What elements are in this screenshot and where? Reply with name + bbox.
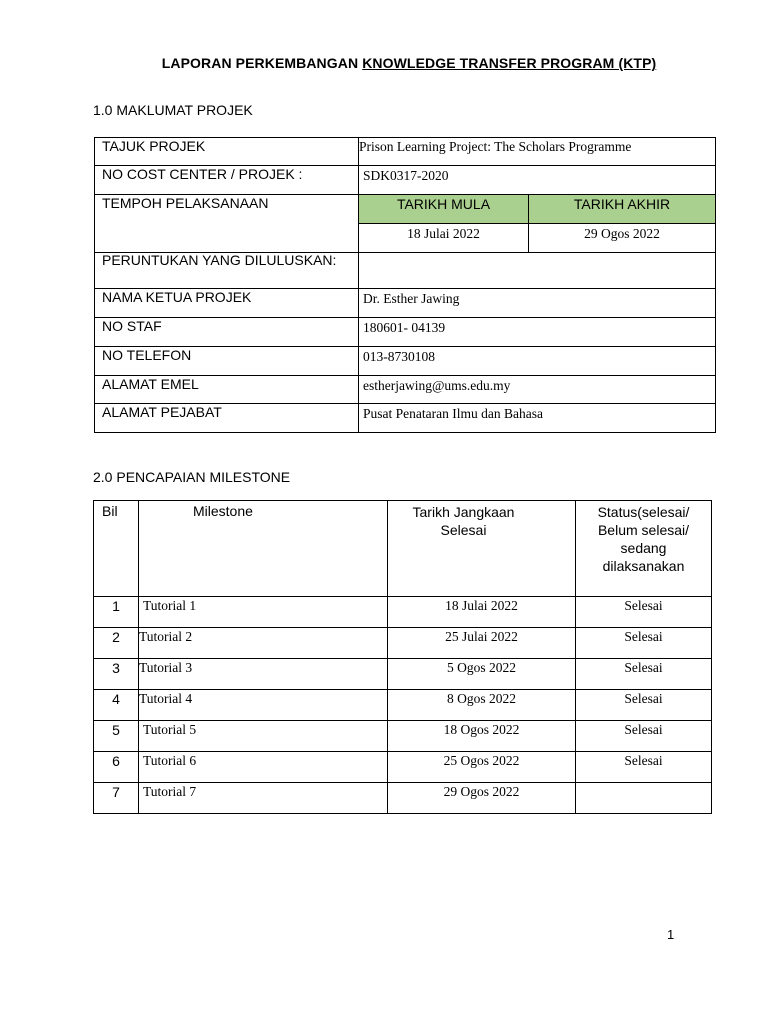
- row-bil: 5: [94, 721, 139, 752]
- tempoh-label: TEMPOH PELAKSANAAN: [95, 195, 359, 253]
- row-bil: 1: [94, 597, 139, 628]
- table-row: [94, 659, 712, 690]
- row-status: Selesai: [576, 752, 712, 783]
- cost-center-value: SDK0317-2020: [359, 166, 716, 195]
- tarikh-mula-header: TARIKH MULA: [359, 195, 529, 224]
- row-status: Selesai: [576, 721, 712, 752]
- row-tarikh: 29 Ogos 2022: [388, 783, 576, 814]
- ketua-label: NAMA KETUA PROJEK: [95, 289, 359, 318]
- header-tarikh: Tarikh Jangkaan Selesai: [388, 501, 576, 597]
- emel-value: estherjawing@ums.edu.my: [359, 376, 716, 404]
- section2-heading: 2.0 PENCAPAIAN MILESTONE: [93, 469, 291, 485]
- tajuk-label: TAJUK PROJEK: [95, 138, 359, 166]
- row-bil: 6: [94, 752, 139, 783]
- table-row: [94, 628, 712, 659]
- row-status: Selesai: [576, 659, 712, 690]
- header-bil: Bil: [94, 501, 139, 597]
- row-status: Selesai: [576, 628, 712, 659]
- ketua-value: Dr. Esther Jawing: [359, 289, 716, 318]
- table-row: [94, 783, 712, 814]
- table-row: [94, 721, 712, 752]
- section1-heading: 1.0 MAKLUMAT PROJEK: [93, 102, 253, 118]
- tarikh-akhir-header: TARIKH AKHIR: [529, 195, 716, 224]
- row-bil: 7: [94, 783, 139, 814]
- row-status: Selesai: [576, 597, 712, 628]
- staf-label: NO STAF: [95, 318, 359, 347]
- row-tarikh: 18 Ogos 2022: [388, 721, 576, 752]
- document-title: [0, 55, 768, 71]
- row-milestone: Tutorial 7: [139, 783, 388, 814]
- row-bil: 3: [94, 659, 139, 690]
- row-status: Selesai: [576, 690, 712, 721]
- telefon-label: NO TELEFON: [95, 347, 359, 376]
- row-bil: 2: [94, 628, 139, 659]
- telefon-value: 013-8730108: [359, 347, 716, 376]
- page-number: 1: [667, 927, 675, 942]
- header-status: Status(selesai/ Belum selesai/ sedang dilaksanakan: [576, 501, 712, 597]
- row-tarikh: 5 Ogos 2022: [388, 659, 576, 690]
- emel-label: ALAMAT EMEL: [95, 376, 359, 404]
- milestone-table: [93, 500, 712, 814]
- row-tarikh: 8 Ogos 2022: [388, 690, 576, 721]
- table-row: [94, 690, 712, 721]
- row-tarikh: 25 Julai 2022: [388, 628, 576, 659]
- project-info-table: [94, 137, 716, 433]
- row-milestone: Tutorial 3: [139, 659, 388, 690]
- row-milestone: Tutorial 6: [139, 752, 388, 783]
- pejabat-value: Pusat Penataran Ilmu dan Bahasa: [359, 404, 716, 433]
- tarikh-akhir-value: 29 Ogos 2022: [529, 224, 716, 253]
- row-status: [576, 783, 712, 814]
- peruntukan-label: PERUNTUKAN YANG DILULUSKAN:: [95, 253, 359, 289]
- row-milestone: Tutorial 2: [139, 628, 388, 659]
- tarikh-mula-value: 18 Julai 2022: [359, 224, 529, 253]
- row-milestone: Tutorial 5: [139, 721, 388, 752]
- title-underlined: KNOWLEDGE TRANSFER PROGRAM (KTP): [362, 55, 657, 71]
- table-row: [94, 752, 712, 783]
- peruntukan-value: [359, 253, 716, 289]
- table-row: [94, 597, 712, 628]
- staf-value: 180601- 04139: [359, 318, 716, 347]
- tajuk-value: Prison Learning Project: The Scholars Programme: [359, 138, 716, 166]
- title-plain: LAPORAN PERKEMBANGAN: [161, 55, 363, 71]
- cost-center-label: NO COST CENTER / PROJEK :: [95, 166, 359, 195]
- pejabat-label: ALAMAT PEJABAT: [95, 404, 359, 433]
- row-milestone: Tutorial 1: [139, 597, 388, 628]
- header-milestone: Milestone: [139, 501, 388, 597]
- row-milestone: Tutorial 4: [139, 690, 388, 721]
- row-tarikh: 18 Julai 2022: [388, 597, 576, 628]
- row-tarikh: 25 Ogos 2022: [388, 752, 576, 783]
- row-bil: 4: [94, 690, 139, 721]
